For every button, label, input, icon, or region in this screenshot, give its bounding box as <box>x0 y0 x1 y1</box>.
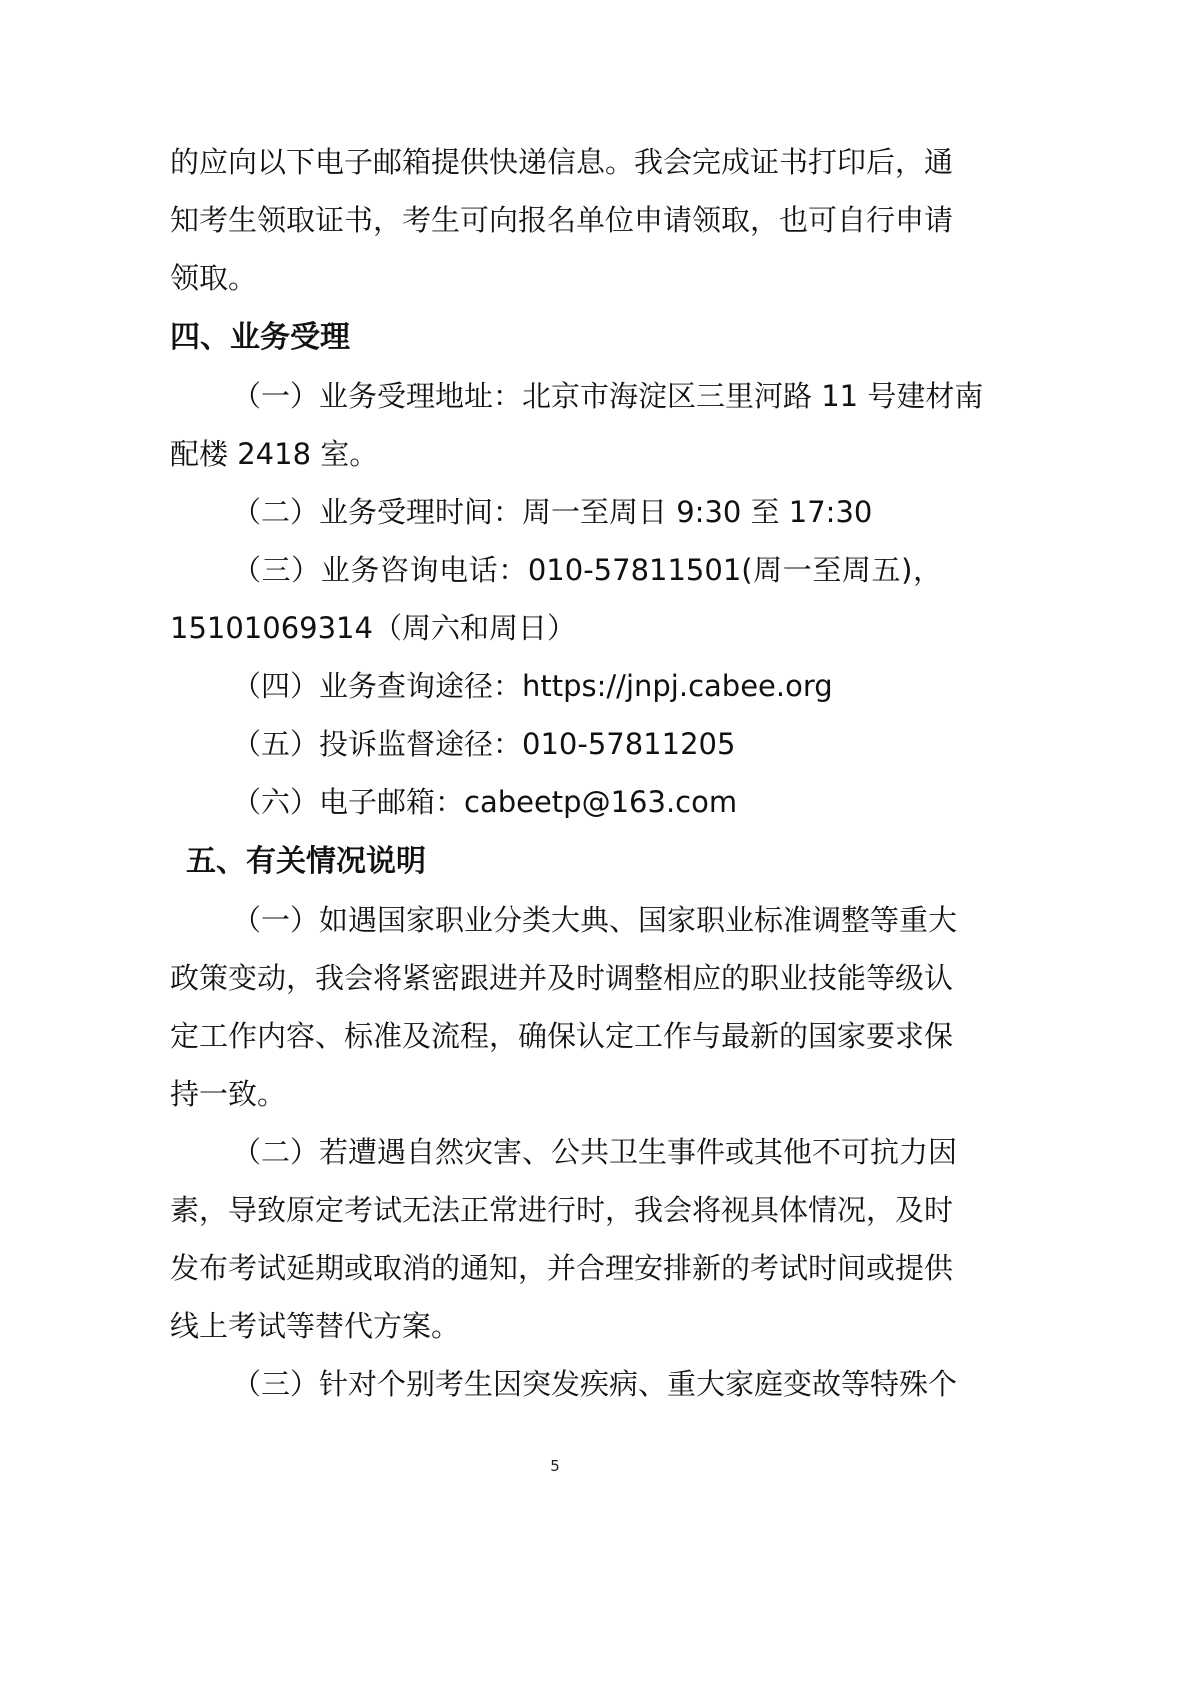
paragraph-line: 领取。 <box>170 261 258 295</box>
section-heading: 五、有关情况说明 <box>186 844 426 879</box>
list-item-line: 配楼 2418 室。 <box>170 437 379 471</box>
list-item-line: （二）若遭遇自然灾害、公共卫生事件或其他不可抗力因 <box>232 1135 958 1169</box>
list-item-line: 政策变动，我会将紧密跟进并及时调整相应的职业技能等级认 <box>170 961 954 995</box>
paragraph-line: 的应向以下电子邮箱提供快递信息。我会完成证书打印后，通 <box>170 145 954 179</box>
list-item-line: 素，导致原定考试无法正常进行时，我会将视具体情况，及时 <box>170 1193 954 1227</box>
list-item-line: 持一致。 <box>170 1077 287 1111</box>
list-item-line: （一）业务受理地址：北京市海淀区三里河路 11 号建材南 <box>232 379 984 413</box>
list-item-line: （三）针对个别考生因突发疾病、重大家庭变故等特殊个 <box>232 1367 958 1401</box>
list-item-line: （二）业务受理时间：周一至周日 9:30 至 17:30 <box>232 495 873 529</box>
paragraph-line: 知考生领取证书，考生可向报名单位申请领取，也可自行申请 <box>170 203 954 237</box>
list-item-line: 发布考试延期或取消的通知，并合理安排新的考试时间或提供 <box>170 1251 954 1285</box>
list-item-line: 线上考试等替代方案。 <box>170 1309 461 1343</box>
page-number: 5 <box>550 1457 560 1475</box>
list-item-line: （四）业务查询途径：https://jnpj.cabee.org <box>232 669 833 703</box>
list-item-line: （三）业务咨询电话：010-57811501(周一至周五)， <box>232 553 942 587</box>
list-item-line: 15101069314（周六和周日） <box>170 611 576 645</box>
list-item-line: （一）如遇国家职业分类大典、国家职业标准调整等重大 <box>232 903 958 937</box>
section-heading: 四、业务受理 <box>170 320 350 355</box>
list-item-line: 定工作内容、标准及流程，确保认定工作与最新的国家要求保 <box>170 1019 954 1053</box>
list-item-line: （五）投诉监督途径：010-57811205 <box>232 727 736 761</box>
list-item-line: （六）电子邮箱：cabeetp@163.com <box>232 785 738 819</box>
